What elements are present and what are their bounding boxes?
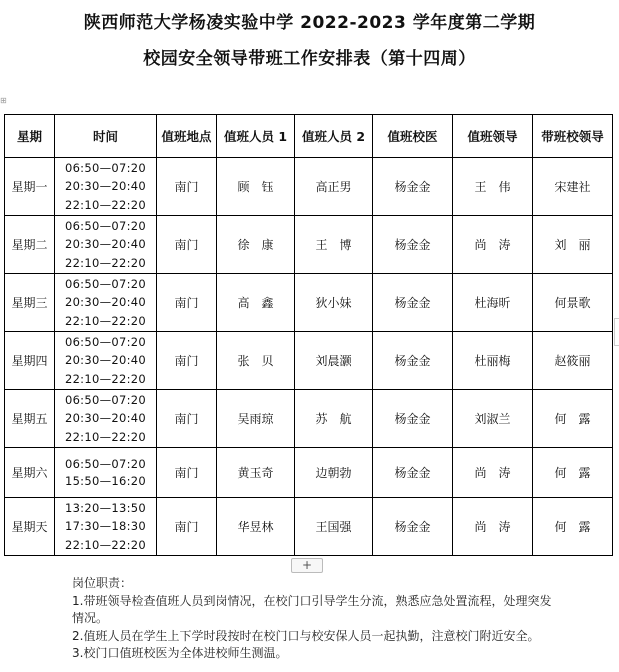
time-cell: [55, 332, 157, 390]
column-header: 值班人员 1: [217, 115, 295, 158]
staff1-cell: 高 鑫: [217, 274, 295, 332]
leader-cell: 尚 涛: [453, 448, 533, 498]
time-slot: 15:50—16:20: [64, 473, 147, 488]
staff1-cell: 吴雨琼: [217, 390, 295, 448]
duty-schedule-table: [4, 114, 613, 556]
column-header: 时间: [55, 115, 157, 158]
staff2-cell: 苏 航: [295, 390, 373, 448]
school-leader-cell: 刘 丽: [533, 216, 613, 274]
leader-cell: 王 伟: [453, 158, 533, 216]
column-header: 值班人员 2: [295, 115, 373, 158]
school-leader-cell: 何 露: [533, 448, 613, 498]
notes-item: 2.值班人员在学生上下学时段按时在校门口与校安保人员一起执勤，注意校门附近安全。: [72, 628, 540, 643]
doctor-cell: 杨金金: [373, 274, 453, 332]
document-subtitle: 校园安全领导带班工作安排表（第十四周）: [143, 49, 476, 69]
table-row: [5, 216, 613, 274]
doctor-cell: 杨金金: [373, 332, 453, 390]
time-cell: [55, 274, 157, 332]
staff2-cell: 刘晨灏: [295, 332, 373, 390]
location-cell: 南门: [157, 390, 217, 448]
notes-heading: 岗位职责：: [72, 576, 133, 590]
staff1-cell: 徐 康: [217, 216, 295, 274]
day-cell: 星期四: [5, 332, 55, 390]
staff1-cell: 华昱林: [217, 498, 295, 556]
time-cell: [55, 158, 157, 216]
time-cell: [55, 216, 157, 274]
school-leader-cell: 赵筱丽: [533, 332, 613, 390]
staff1-cell: 黄玉奇: [217, 448, 295, 498]
time-cell: [55, 390, 157, 448]
leader-cell: 刘淑兰: [453, 390, 533, 448]
location-cell: 南门: [157, 332, 217, 390]
time-slot: 22:10—22:20: [64, 197, 147, 212]
time-slot: 20:30—20:40: [64, 179, 147, 194]
scroll-handle[interactable]: [614, 318, 619, 346]
staff2-cell: 高正男: [295, 158, 373, 216]
school-leader-cell: 何 露: [533, 498, 613, 556]
day-cell: 星期六: [5, 448, 55, 498]
time-slot: 20:30—20:40: [64, 237, 147, 252]
time-slot: 06:50—07:20: [64, 218, 147, 233]
time-slot: 17:30—18:30: [64, 519, 147, 534]
location-cell: 南门: [157, 448, 217, 498]
time-slot: 20:30—20:40: [64, 295, 147, 310]
column-header: 值班领导: [453, 115, 533, 158]
day-cell: 星期五: [5, 390, 55, 448]
table-anchor-icon[interactable]: ⊞: [0, 96, 7, 105]
notes-item: 3.校门口值班校医为全体进校师生测温。: [72, 646, 288, 660]
time-slot: 06:50—07:20: [64, 392, 147, 407]
doctor-cell: 杨金金: [373, 158, 453, 216]
table-row: [5, 390, 613, 448]
table-row: [5, 498, 613, 556]
time-slot: 06:50—07:20: [64, 160, 147, 175]
time-slot: 20:30—20:40: [64, 411, 147, 426]
table-row: [5, 448, 613, 498]
staff2-cell: 王 博: [295, 216, 373, 274]
time-slot: 22:10—22:20: [64, 313, 147, 328]
time-slot: 06:50—07:20: [64, 456, 147, 471]
column-header: 值班校医: [373, 115, 453, 158]
notes-item: 1.带班领导检查值班人员到岗情况，在校门口引导学生分流，熟悉应急处置流程，处理突发: [72, 593, 552, 608]
time-slot: 13:20—13:50: [64, 500, 147, 515]
location-cell: 南门: [157, 216, 217, 274]
column-header: 值班地点: [157, 115, 217, 158]
staff1-cell: 张 贝: [217, 332, 295, 390]
time-slot: 06:50—07:20: [64, 334, 147, 349]
doctor-cell: 杨金金: [373, 216, 453, 274]
table-row: [5, 274, 613, 332]
duty-notes: [72, 575, 572, 663]
day-cell: 星期三: [5, 274, 55, 332]
doctor-cell: 杨金金: [373, 498, 453, 556]
leader-cell: 杜海昕: [453, 274, 533, 332]
doctor-cell: 杨金金: [373, 390, 453, 448]
doctor-cell: 杨金金: [373, 448, 453, 498]
day-cell: 星期天: [5, 498, 55, 556]
staff1-cell: 顾 钰: [217, 158, 295, 216]
time-slot: 20:30—20:40: [64, 353, 147, 368]
school-leader-cell: 宋建社: [533, 158, 613, 216]
staff2-cell: 边朝勃: [295, 448, 373, 498]
time-slot: 22:10—22:20: [64, 537, 147, 552]
school-leader-cell: 何景歌: [533, 274, 613, 332]
leader-cell: 尚 涛: [453, 498, 533, 556]
table-row: [5, 332, 613, 390]
table-header-row: [5, 115, 613, 158]
notes-item: 情况。: [72, 611, 109, 625]
time-slot: 22:10—22:20: [64, 429, 147, 444]
staff2-cell: 狄小妹: [295, 274, 373, 332]
staff2-cell: 王国强: [295, 498, 373, 556]
time-cell: [55, 448, 157, 498]
day-cell: 星期一: [5, 158, 55, 216]
location-cell: 南门: [157, 158, 217, 216]
column-header: 带班校领导: [533, 115, 613, 158]
day-cell: 星期二: [5, 216, 55, 274]
leader-cell: 杜丽梅: [453, 332, 533, 390]
column-header: 星期: [5, 115, 55, 158]
school-leader-cell: 何 露: [533, 390, 613, 448]
add-row-button[interactable]: +: [291, 558, 323, 573]
leader-cell: 尚 涛: [453, 216, 533, 274]
time-slot: 22:10—22:20: [64, 255, 147, 270]
time-slot: 06:50—07:20: [64, 276, 147, 291]
location-cell: 南门: [157, 274, 217, 332]
time-cell: [55, 498, 157, 556]
time-slot: 22:10—22:20: [64, 371, 147, 386]
document-title: 陕西师范大学杨凌实验中学 2022-2023 学年度第二学期: [83, 13, 536, 33]
location-cell: 南门: [157, 498, 217, 556]
table-row: [5, 158, 613, 216]
